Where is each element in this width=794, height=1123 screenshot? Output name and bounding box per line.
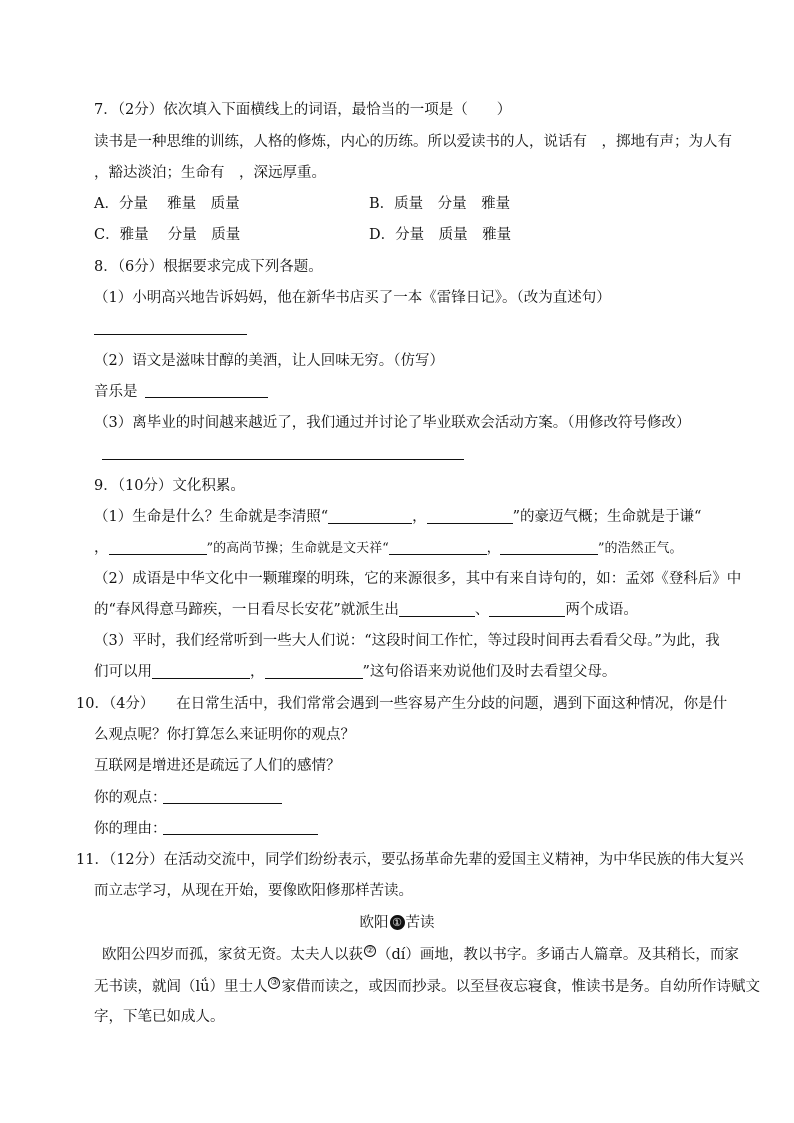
q8-sub3: （3）离毕业的时间越来越近了，我们通过并讨论了毕业联欢会活动方案。（用修改符号修改）	[94, 415, 691, 431]
q7-option-d[interactable]: D．分量 质量 雅量	[369, 227, 512, 243]
q8-sub1-answer-line[interactable]	[94, 334, 247, 335]
passage-title-a: 欧阳	[359, 915, 389, 931]
footnote-marker-1: ①	[390, 915, 405, 930]
q10-stem: 10．（4分） 在日常生活中，我们常常会遇到一些容易产生分歧的问题，遇到下面这种情况，你是什	[76, 696, 728, 712]
q10-reason-answer-line[interactable]	[163, 834, 318, 835]
q9-s1-text-f: ，	[486, 541, 500, 556]
q9-blank-7[interactable]	[489, 602, 565, 617]
q9-blank-4[interactable]	[389, 540, 487, 555]
q9-s2-text-b: 、	[474, 602, 490, 618]
footnote-marker-3: ③	[270, 978, 279, 988]
q9-blank-5[interactable]	[500, 540, 598, 555]
q10-question: 互联网是增进还是疏远了人们的感情？	[94, 758, 341, 774]
q9-sub1-line2	[94, 539, 682, 558]
q7-option-a[interactable]: A．分量 雅量 质量	[94, 196, 240, 212]
q9-stem: 9．（10分）文化积累。	[94, 478, 245, 494]
q9-s3-text-c: ”这句俗语来劝说他们及时去看望父母。	[362, 664, 617, 680]
passage-line2	[94, 977, 760, 996]
q7-stem: 7．（2分）依次填入下面横线上的词语，最恰当的一项是（ ）	[94, 102, 512, 118]
passage-title-b: 苦读	[405, 915, 435, 931]
q8-sub2-prefix: 音乐是	[94, 384, 138, 400]
q9-sub3-line2	[94, 663, 616, 681]
passage-line1-a: 欧阳公四岁而孤，家贫无资。太夫人以荻	[102, 947, 363, 963]
passage-line1-b: （dí）画地，教以书字。多诵古人篇章。及其稍长，而家	[377, 947, 739, 963]
q9-blank-3[interactable]	[109, 540, 207, 555]
q9-s2-text-a: 的“春风得意马蹄疾，一日看尽长安花”就派生出	[94, 602, 399, 618]
q9-s3-text-b: ，	[250, 664, 265, 680]
q9-sub3-line1: （3）平时，我们经常听到一些大人们说：“这段时间工作忙，等过段时间再去看看父母。”为此，我	[94, 633, 720, 649]
q9-blank-8[interactable]	[152, 664, 250, 679]
passage-line2-b: 家借而读之，或因而抄录。以至昼夜忘寝食，惟读书是务。自幼所作诗赋文	[281, 979, 760, 995]
passage-line3: 字，下笔已如成人。	[94, 1009, 225, 1025]
q9-blank-6[interactable]	[399, 602, 475, 617]
q9-sub1-line1	[94, 508, 701, 526]
q8-stem: 8．（6分）根据要求完成下列各题。	[94, 259, 323, 275]
q11-line2: 而立志学习，从现在开始，要像欧阳修那样苦读。	[94, 883, 413, 899]
q9-s1-text-a: （1）生命是什么？生命就是李清照“	[94, 509, 329, 525]
q9-sub2-line1: （2）成语是中华文化中一颗璀璨的明珠，它的来源很多，其中有来自诗句的，如：孟郊《登科后》中	[94, 571, 742, 587]
q10-view-answer-line[interactable]	[163, 803, 282, 804]
q10-reason-label: 你的理由：	[94, 821, 167, 837]
q9-s1-text-g: ”的浩然正气。	[597, 541, 683, 556]
footnote-marker-2: ②	[365, 946, 375, 956]
q8-sub2: （2）语文是滋味甘醇的美酒，让人回味无穷。（仿写）	[94, 353, 444, 369]
q11-stem: 11．（12分）在活动交流中，同学们纷纷表示，要弘扬革命先辈的爱国主义精神，为中华民族的伟大复兴	[76, 852, 744, 868]
q7-option-b[interactable]: B．质量 分量 雅量	[369, 196, 511, 212]
q9-blank-2[interactable]	[427, 509, 513, 524]
q9-s1-text-d: ，	[94, 540, 109, 556]
q7-passage-line1: 读书是一种思维的训练，人格的修炼，内心的历练。所以爱读书的人，说话有 ，掷地有声；为人有	[94, 134, 732, 150]
q9-s1-text-b: ，	[412, 509, 427, 525]
passage-line1	[102, 945, 739, 964]
passage-title	[0, 914, 794, 932]
q9-sub2-line2	[94, 601, 638, 619]
q9-s2-text-c: 两个成语。	[565, 602, 638, 618]
passage-line2-a: 无书读，就闾（lǘ）里士人	[94, 979, 268, 995]
q8-sub1: （1）小明高兴地告诉妈妈，他在新华书店买了一本《雷锋日记》。（改为直述句）	[94, 290, 611, 306]
q10-line2: 么观点呢？你打算怎么来证明你的观点？	[94, 727, 355, 743]
q7-option-c[interactable]: C．雅量 分量 质量	[94, 227, 241, 243]
q7-passage-line2: ，豁达淡泊；生命有 ，深远厚重。	[94, 165, 326, 181]
q9-s1-text-e: ”的高尚节操；生命就是文天祥“	[206, 541, 389, 556]
q9-blank-9[interactable]	[265, 664, 363, 679]
q8-sub3-answer-line[interactable]	[102, 459, 464, 460]
q9-blank-1[interactable]	[328, 509, 412, 524]
q10-view-label: 你的观点：	[94, 790, 167, 806]
q9-s3-text-a: 们可以用	[94, 664, 152, 680]
q9-s1-text-c: ”的豪迈气概；生命就是于谦“	[512, 509, 702, 525]
q8-sub2-answer-line[interactable]	[145, 397, 268, 398]
